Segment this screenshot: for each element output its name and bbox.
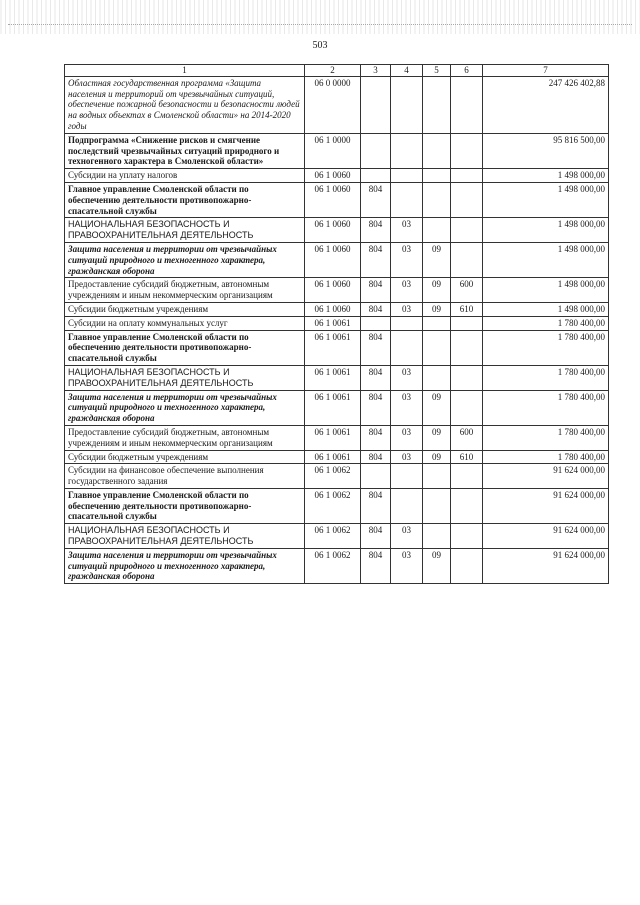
target-article-code: 06 1 0062: [305, 524, 361, 549]
table-row: [65, 390, 609, 425]
row-name: Подпрограмма «Снижение рисков и смягчение последствий чрезвычайных ситуаций природного и техногенного характера в Смоленской области»: [65, 133, 305, 168]
table-row: [65, 218, 609, 243]
expense-type-code: 600: [451, 425, 483, 450]
row-name: Областная государственная программа «Защита населения и территорий от чрезвычайных ситуаций, обеспечение пожарной безопасности и безопасности людей на водных объектах в Смоленской области» на 2014-2020 годы: [65, 76, 305, 133]
table-row: [65, 450, 609, 464]
table-row: [65, 330, 609, 365]
amount: 1 498 000,00: [483, 182, 609, 217]
target-article-code: 06 1 0061: [305, 425, 361, 450]
header-cell: 6: [451, 65, 483, 77]
amount: 1 780 400,00: [483, 316, 609, 330]
target-article-code: 06 1 0061: [305, 390, 361, 425]
expense-type-code: 610: [451, 302, 483, 316]
amount: 91 624 000,00: [483, 464, 609, 489]
table-row: [65, 278, 609, 303]
expense-type-code: [451, 524, 483, 549]
target-article-code: 06 1 0060: [305, 278, 361, 303]
administrator-code: 804: [361, 218, 391, 243]
amount: 1 780 400,00: [483, 450, 609, 464]
administrator-code: 804: [361, 524, 391, 549]
table-row: [65, 316, 609, 330]
subsection-code: [423, 365, 451, 390]
section-code: 03: [391, 218, 423, 243]
header-cell: 7: [483, 65, 609, 77]
amount: 1 498 000,00: [483, 302, 609, 316]
section-code: [391, 133, 423, 168]
row-name: Главное управление Смоленской области по обеспечению деятельности противопожарно-спасательной службы: [65, 182, 305, 217]
header-cell: 5: [423, 65, 451, 77]
section-code: [391, 182, 423, 217]
subsection-code: [423, 76, 451, 133]
administrator-code: 804: [361, 488, 391, 523]
subsection-code: [423, 524, 451, 549]
header-cell: 3: [361, 65, 391, 77]
section-code: [391, 169, 423, 183]
header-cell: 1: [65, 65, 305, 77]
administrator-code: [361, 464, 391, 489]
administrator-code: [361, 169, 391, 183]
table-row: [65, 548, 609, 583]
target-article-code: 06 1 0060: [305, 169, 361, 183]
table-row: [65, 425, 609, 450]
budget-table: [64, 64, 609, 584]
administrator-code: 804: [361, 425, 391, 450]
target-article-code: 06 1 0060: [305, 242, 361, 277]
section-code: [391, 316, 423, 330]
expense-type-code: [451, 169, 483, 183]
target-article-code: 06 1 0061: [305, 450, 361, 464]
section-code: 03: [391, 390, 423, 425]
target-article-code: 06 1 0061: [305, 316, 361, 330]
row-name: Главное управление Смоленской области по обеспечению деятельности противопожарно-спасательной службы: [65, 330, 305, 365]
amount: 91 624 000,00: [483, 524, 609, 549]
header-cell: 4: [391, 65, 423, 77]
administrator-code: 804: [361, 548, 391, 583]
subsection-code: [423, 464, 451, 489]
section-code: 03: [391, 242, 423, 277]
section-code: [391, 330, 423, 365]
section-code: [391, 464, 423, 489]
administrator-code: 804: [361, 390, 391, 425]
row-name: Предоставление субсидий бюджетным, автономным учреждениям и иным некоммерческим организациям: [65, 278, 305, 303]
target-article-code: 06 1 0062: [305, 548, 361, 583]
subsection-code: 09: [423, 302, 451, 316]
subsection-code: [423, 133, 451, 168]
section-code: 03: [391, 548, 423, 583]
subsection-code: [423, 169, 451, 183]
row-name: Субсидии на уплату налогов: [65, 169, 305, 183]
table-row: [65, 464, 609, 489]
section-code: [391, 488, 423, 523]
section-code: 03: [391, 365, 423, 390]
administrator-code: [361, 316, 391, 330]
expense-type-code: [451, 464, 483, 489]
administrator-code: 804: [361, 278, 391, 303]
row-name: НАЦИОНАЛЬНАЯ БЕЗОПАСНОСТЬ И ПРАВООХРАНИТЕЛЬНАЯ ДЕЯТЕЛЬНОСТЬ: [65, 218, 305, 243]
section-code: 03: [391, 425, 423, 450]
page-number: 503: [312, 40, 328, 51]
row-name: Субсидии бюджетным учреждениям: [65, 302, 305, 316]
administrator-code: 804: [361, 182, 391, 217]
target-article-code: 06 1 0000: [305, 133, 361, 168]
subsection-code: [423, 330, 451, 365]
subsection-code: 09: [423, 242, 451, 277]
amount: 1 780 400,00: [483, 425, 609, 450]
expense-type-code: [451, 218, 483, 243]
amount: 1 498 000,00: [483, 242, 609, 277]
expense-type-code: [451, 76, 483, 133]
table-row: [65, 524, 609, 549]
administrator-code: [361, 133, 391, 168]
section-code: 03: [391, 278, 423, 303]
subsection-code: 09: [423, 450, 451, 464]
subsection-code: 09: [423, 548, 451, 583]
target-article-code: 06 0 0000: [305, 76, 361, 133]
amount: 1 498 000,00: [483, 278, 609, 303]
section-code: [391, 76, 423, 133]
expense-type-code: [451, 182, 483, 217]
target-article-code: 06 1 0060: [305, 218, 361, 243]
amount: 1 498 000,00: [483, 218, 609, 243]
amount: 1 498 000,00: [483, 169, 609, 183]
target-article-code: 06 1 0061: [305, 365, 361, 390]
expense-type-code: [451, 330, 483, 365]
amount: 95 816 500,00: [483, 133, 609, 168]
target-article-code: 06 1 0060: [305, 302, 361, 316]
table-row: [65, 488, 609, 523]
administrator-code: 804: [361, 450, 391, 464]
expense-type-code: [451, 133, 483, 168]
subsection-code: [423, 316, 451, 330]
header-row: [65, 65, 609, 77]
amount: 91 624 000,00: [483, 548, 609, 583]
section-code: 03: [391, 450, 423, 464]
amount: 91 624 000,00: [483, 488, 609, 523]
row-name: НАЦИОНАЛЬНАЯ БЕЗОПАСНОСТЬ И ПРАВООХРАНИТЕЛЬНАЯ ДЕЯТЕЛЬНОСТЬ: [65, 524, 305, 549]
administrator-code: 804: [361, 365, 391, 390]
expense-type-code: [451, 242, 483, 277]
subsection-code: [423, 218, 451, 243]
row-name: НАЦИОНАЛЬНАЯ БЕЗОПАСНОСТЬ И ПРАВООХРАНИТЕЛЬНАЯ ДЕЯТЕЛЬНОСТЬ: [65, 365, 305, 390]
table-row: [65, 169, 609, 183]
row-name: Защита населения и территории от чрезвычайных ситуаций природного и техногенного характера, гражданская оборона: [65, 390, 305, 425]
expense-type-code: [451, 316, 483, 330]
scan-noise-strip: [0, 0, 640, 34]
section-code: 03: [391, 302, 423, 316]
subsection-code: 09: [423, 390, 451, 425]
table-row: [65, 242, 609, 277]
expense-type-code: [451, 365, 483, 390]
section-code: 03: [391, 524, 423, 549]
row-name: Субсидии бюджетным учреждениям: [65, 450, 305, 464]
table-row: [65, 182, 609, 217]
expense-type-code: 610: [451, 450, 483, 464]
amount: 1 780 400,00: [483, 330, 609, 365]
target-article-code: 06 1 0061: [305, 330, 361, 365]
target-article-code: 06 1 0062: [305, 488, 361, 523]
administrator-code: 804: [361, 242, 391, 277]
table-row: [65, 365, 609, 390]
expense-type-code: [451, 390, 483, 425]
amount: 1 780 400,00: [483, 365, 609, 390]
expense-type-code: 600: [451, 278, 483, 303]
amount: 247 426 402,88: [483, 76, 609, 133]
subsection-code: 09: [423, 425, 451, 450]
table-row: [65, 133, 609, 168]
amount: 1 780 400,00: [483, 390, 609, 425]
subsection-code: [423, 182, 451, 217]
target-article-code: 06 1 0062: [305, 464, 361, 489]
subsection-code: [423, 488, 451, 523]
header-cell: 2: [305, 65, 361, 77]
administrator-code: 804: [361, 302, 391, 316]
row-name: Субсидии на финансовое обеспечение выполнения государственного задания: [65, 464, 305, 489]
administrator-code: 804: [361, 330, 391, 365]
row-name: Главное управление Смоленской области по обеспечению деятельности противопожарно-спасательной службы: [65, 488, 305, 523]
row-name: Защита населения и территории от чрезвычайных ситуаций природного и техногенного характера, гражданская оборона: [65, 242, 305, 277]
expense-type-code: [451, 488, 483, 523]
row-name: Субсидии на оплату коммунальных услуг: [65, 316, 305, 330]
row-name: Защита населения и территории от чрезвычайных ситуаций природного и техногенного характера, гражданская оборона: [65, 548, 305, 583]
target-article-code: 06 1 0060: [305, 182, 361, 217]
subsection-code: 09: [423, 278, 451, 303]
row-name: Предоставление субсидий бюджетным, автономным учреждениям и иным некоммерческим организациям: [65, 425, 305, 450]
expense-type-code: [451, 548, 483, 583]
administrator-code: [361, 76, 391, 133]
table-row: [65, 76, 609, 133]
table-row: [65, 302, 609, 316]
